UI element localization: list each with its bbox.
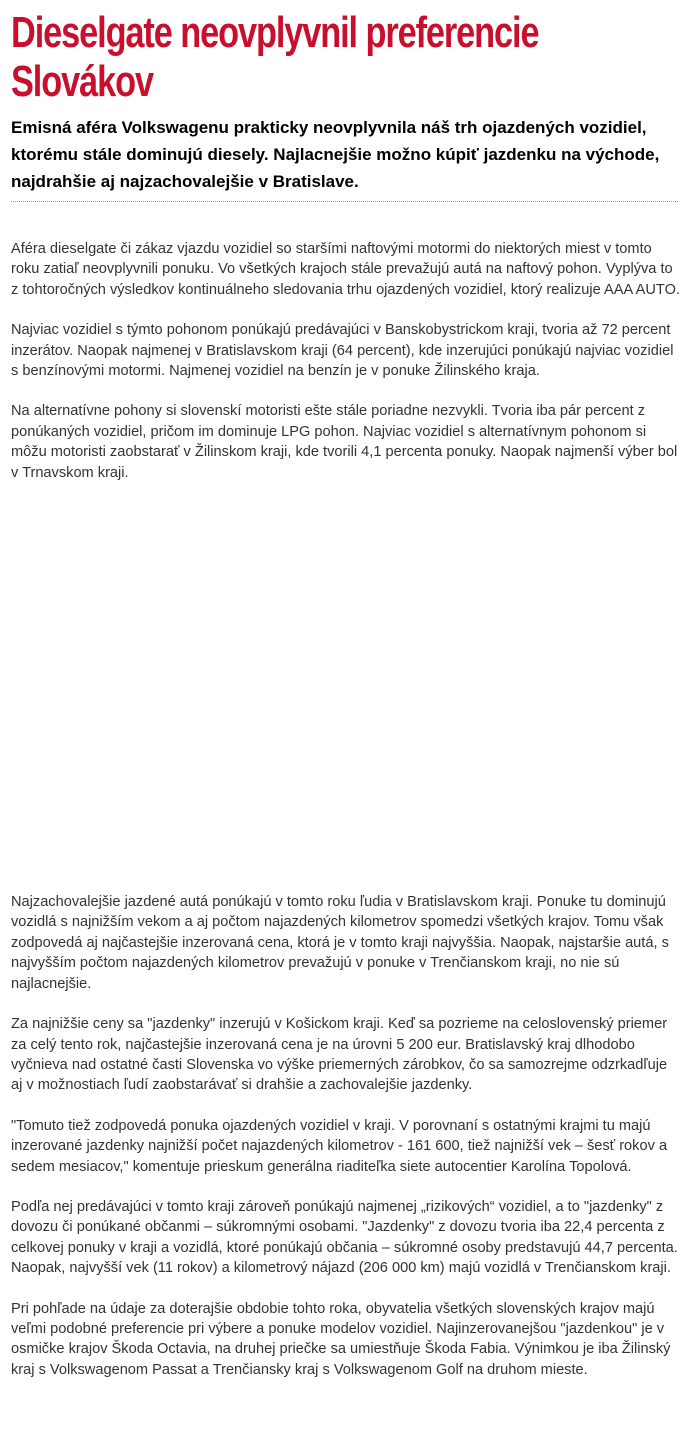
article-lead: Emisná aféra Volkswagenu prakticky neovplyvnila náš trh ojazdených vozidiel, ktorému stále dominujú diesely. Najlacnejšie možno kúpiť jazdenku na východe, najdrahšie aj najzachovalejšie v Bratislave.	[11, 118, 660, 191]
body-paragraph: Najviac vozidiel s týmto pohonom ponúkajú predávajúci v Banskobystrickom kraji, tvoria až 72 percent inzerátov. Naopak najmenej v Bratislavskom kraji (64 percent), kde inzerujúci ponúkajú najviac vozidiel s benzínovými motormi. Najmenej vozidiel na benzín je v ponuke Žilinského kraja.	[11, 322, 674, 380]
body-paragraph: Na alternatívne pohony si slovenskí motoristi ešte stále poriadne nezvykli. Tvoria iba pár percent z ponúkaných vozidiel, pričom im dominuje LPG pohon. Najviac vozidiel s alternatívnym pohonom si môžu motoristi zaobstarať v Žilinskom kraji, kde tvorili 4,1 percenta ponuky. Naopak najmenší výber bol v Trnavskom kraji.	[11, 403, 678, 481]
body-paragraph: Za najnižšie ceny sa "jazdenky" inzerujú v Košickom kraji. Keď sa pozrieme na celoslovenský priemer za celý tento rok, najčastejšie inzerovaná cena je na úrovni 5 200 eur. Bratislavský kraj dlhodobo vyčnieva nad ostatné časti Slovenska vo výške priemerných zárobkov, čo sa samozrejme odzrkadľuje aj v možnostiach ľudí zaobstarávať si drahšie a zachovalejšie jazdenky.	[11, 1016, 668, 1094]
body-paragraph: Najzachovalejšie jazdené autá ponúkajú v tomto roku ľudia v Bratislavskom kraji. Ponuke tu dominujú vozidlá s najnižším vekom a aj počtom najazdených kilometrov spomedzi všetkých krajov. Tomu však zodpovedá aj najčastejšie inzerovaná cena, ktorá je v tomto kraji najvyššia. Naopak, najstaršie autá, s najvyšším počtom najazdených kilometrov prevažujú v ponuke v Trenčianskom kraji, no nie sú najlacnejšie.	[11, 894, 669, 992]
body-paragraph: Aféra dieselgate či zákaz vjazdu vozidiel so staršími naftovými motormi do niektorých miest v tomto roku zatiaľ neovplyvnili ponuku. Vo všetkých krajoch stále prevažujú autá na naftový pohon. Vyplýva to z tohtoročných výsledkov kontinuálneho sledovania trhu ojazdených vozidiel, ktorý realizuje AAA AUTO.	[11, 241, 680, 298]
embedded-content-placeholder	[11, 483, 680, 892]
article-body-top	[11, 239, 680, 483]
body-paragraph: Podľa nej predávajúci v tomto kraji zároveň ponúkajú najmenej „rizikových“ vozidiel, a to "jazdenky" z dovozu či ponúkané občanmi – súkromnými osobami. "Jazdenky" z dovozu tvoria iba 22,4 percenta z celkovej ponuky v kraji a vozidlá, ktoré ponúkajú občania – súkromné osoby predstavujú 44,7 percenta. Naopak, najvyšší vek (11 rokov) a kilometrový nájazd (206 000 km) majú vozidlá v Trenčianskom kraji.	[11, 1198, 678, 1277]
body-paragraph: Pri pohľade na údaje za doterajšie obdobie tohto roka, obyvatelia všetkých slovenských krajov majú veľmi podobné preferencie pri výbere a ponuke modelov vozidiel. Najinzerovanejšou "jazdenkou" je v osmičke krajov Škoda Octavia, na druhej priečke sa umiestňuje Škoda Fabia. Výnimkou je iba Žilinský kraj s Volkswagenom Passat a Trenčiansky kraj s Volkswagenom Golf na druhom mieste.	[11, 1300, 671, 1378]
article-title: Dieselgate neovplyvnil preferencie Slovákov	[11, 8, 539, 106]
article	[0, 8, 690, 1380]
body-paragraph: "Tomuto tiež zodpovedá ponuka ojazdených vozidiel v kraji. V porovnaní s ostatnými krajmi tu majú inzerované jazdenky najnižší počet najazdených kilometrov - 161 600, tiež najnižší vek – šesť rokov a sedem mesiacov," komentuje prieskum generálna riaditeľka siete autocentier Karolína Topolová.	[11, 1117, 668, 1175]
article-body-bottom	[11, 892, 680, 1380]
